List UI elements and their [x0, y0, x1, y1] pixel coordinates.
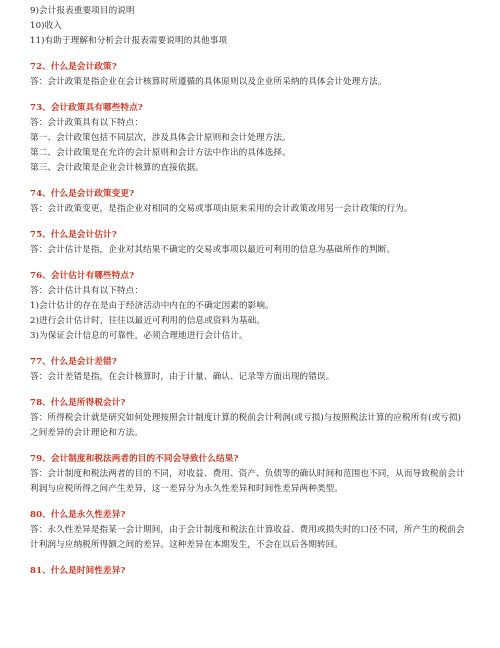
question-heading: 77、什么是会计差错?: [30, 357, 117, 367]
question-heading: 78、什么是所得税会计?: [30, 398, 126, 408]
answer-line: 答：会计估计具有以下特点：: [30, 286, 144, 296]
intro-line: 11)有助于理解和分析会计报表需要说明的其他事项: [30, 36, 228, 46]
answer-line: 计利润与应纳税所得额之间的差异。这种差异在本期发生，不会在以后各期转回。: [30, 540, 343, 550]
qa-80: [30, 508, 484, 553]
answer-line: 答：会计差错是指，在会计核算时，由于计量、确认、记录等方面出现的错误。: [30, 372, 335, 382]
intro-line: 10)收入: [30, 21, 62, 31]
intro-line: 9)会计报表重要项目的说明: [30, 6, 135, 16]
answer-line: 答：所得税会计就是研究如何处理按照会计制度计算的税前会计利润(或亏损)与按照税法计算的应税所有(或亏损): [30, 413, 462, 423]
qa-76: [30, 269, 484, 344]
answer-line: 答：会计政策具有以下特点：: [30, 118, 144, 128]
qa-78: [30, 396, 484, 441]
question-heading: 79、会计制度和税法两者的目的不同会导致什么结果?: [30, 454, 239, 464]
answer-line: 第二、会计政策是在允许的会计原则和会计方法中作出的具体选择。: [30, 148, 291, 158]
question-heading: 76、会计估计有哪些特点?: [30, 271, 135, 281]
answer-line: 3)为保证会计信息的可靠性，必须合理地进行会计估计。: [30, 331, 248, 341]
answer-line: 利润与应税所得之间产生差异，这一差异分为永久性差异和时间性差异两种类型。: [30, 484, 343, 494]
question-heading: 72、什么是会计政策?: [30, 62, 117, 72]
answer-line: 2)进行会计估计时，往往以最近可利用的信息或资料为基础。: [30, 316, 266, 326]
qa-81: [30, 564, 484, 579]
question-heading: 73、会计政策具有哪些特点?: [30, 103, 143, 113]
answer-line: 之间差异的会计理论和方法。: [30, 428, 144, 438]
answer-line: 第三、会计政策是企业会计核算的直接依据。: [30, 163, 204, 173]
question-heading: 80、什么是永久性差异?: [30, 510, 126, 520]
answer-line: 答：会计估计是指，企业对其结果不确定的交易或事项以最近可利用的信息为基础所作的判断。: [30, 245, 396, 255]
answer-line: 答：永久性差异是指某一会计期间，由于会计制度和税法在计算收益、费用或损失时的口径不同，所产生的税前会: [30, 525, 465, 535]
answer-line: 答：会计政策变更，是指企业对相同的交易或事项由原来采用的会计政策改用另一会计政策的行为。: [30, 204, 413, 214]
qa-74: [30, 187, 484, 217]
answer-line: 答：会计政策是指企业在会计核算时所遵循的具体原则以及企业所采纳的具体会计处理方法。: [30, 77, 387, 87]
qa-73: [30, 101, 484, 176]
question-heading: 75、什么是会计估计?: [30, 230, 117, 240]
question-heading: 81、什么是时间性差异?: [30, 566, 126, 576]
intro-list: [30, 4, 484, 49]
qa-75: [30, 228, 484, 258]
qa-77: [30, 355, 484, 385]
answer-line: 第一、会计政策包括不同层次，涉及具体会计原则和会计处理方法。: [30, 133, 291, 143]
qa-79: [30, 452, 484, 497]
answer-line: 1)会计估计的存在是由于经济活动中内在的不确定因素的影响。: [30, 301, 274, 311]
question-heading: 74、什么是会计政策变更?: [30, 189, 135, 199]
qa-72: [30, 60, 484, 90]
answer-line: 答：会计制度和税法两者的目的不同，对收益、费用、资产、负债等的确认时间和范围也不同，从而导致税前会计: [30, 469, 465, 479]
